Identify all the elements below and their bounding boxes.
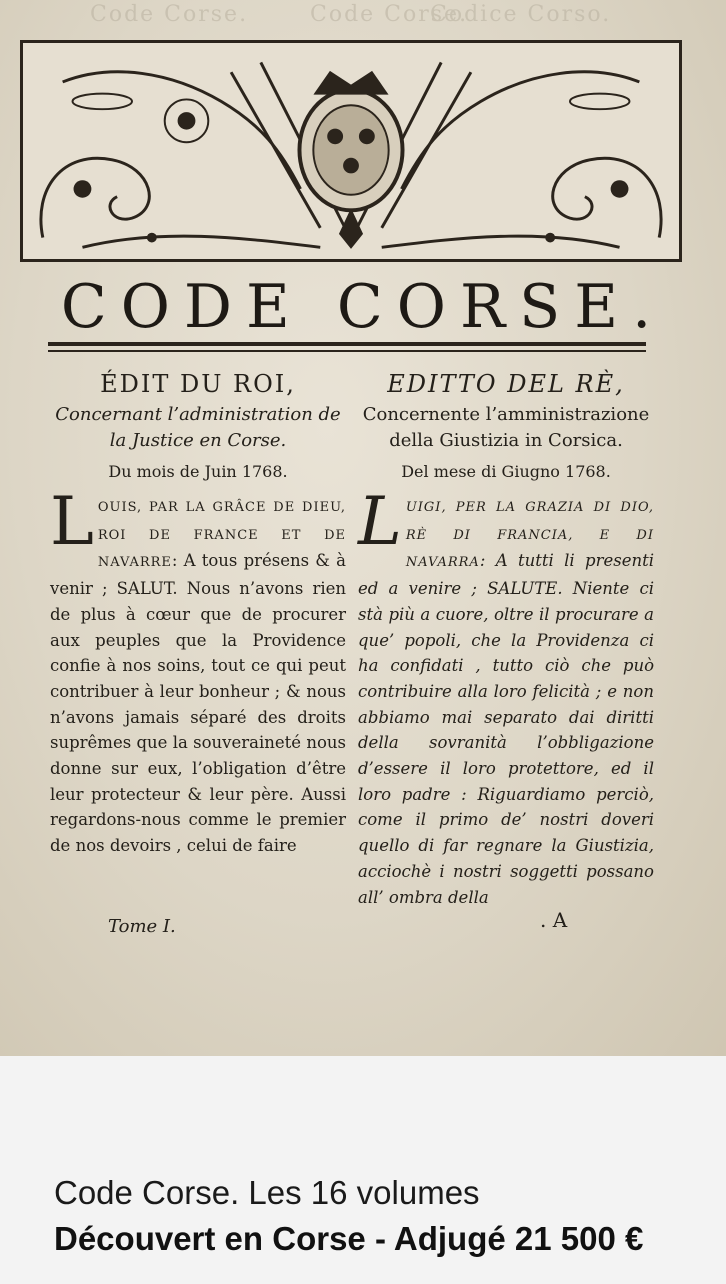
italian-subheading: Concernente l’amministrazione della Giustizia in Corsica. <box>362 404 650 451</box>
bleed-through-3: Codice Corso. <box>430 2 612 27</box>
italian-date: Del mese di Giugno 1768. <box>401 462 611 481</box>
image-caption <box>54 1170 714 1262</box>
french-subheading: Concernant l’administration de la Justice en Corse. <box>55 404 341 451</box>
french-opening-caps: OUIS, PAR LA GRÂCE DE DIEU, ROI DE FRANCE ET DE NAVARRE <box>97 500 346 571</box>
book-title: CODE CORSE. <box>60 272 666 342</box>
italian-column <box>358 370 654 910</box>
french-body-text: : A tous présens & à venir ; SALUT. Nous n’avons rien de plus à cœur que de procurer aux peuples que la Providence confie à nos soins, tout ce qui peut contribuer à leur bonheur ; & nous n’avons jamais séparé des droits suprêmes que la souveraineté nous donne sur eux, l’obligation d’être leur protecteur & leur père. Aussi regardons-nous comme le premier de nos devoirs , celui de faire <box>50 551 346 856</box>
signature-mark: . A <box>540 908 568 932</box>
french-column <box>50 370 346 859</box>
italian-heading: EDITTO DEL RÈ, <box>387 370 625 398</box>
bleed-through-text <box>90 0 690 30</box>
title-rule <box>48 342 646 346</box>
french-drop-cap: L <box>50 483 94 560</box>
title-rule-thin <box>48 350 646 352</box>
italian-body <box>358 483 654 910</box>
bleed-through-1: Code Corse. <box>90 2 249 27</box>
italian-drop-cap: L <box>358 483 402 560</box>
caption-result: Découvert en Corse - Adjugé 21 500 € <box>54 1220 644 1257</box>
french-date: Du mois de Juin 1768. <box>108 462 288 481</box>
french-body <box>50 483 346 859</box>
volume-footer: Tome I. <box>108 916 176 937</box>
bleed-through-2: Code Corse. <box>310 2 469 27</box>
italian-opening-caps: UIGI, PER LA GRAZIA DI DIO, RÈ DI FRANCIA, E DI NAVARRA <box>405 500 654 571</box>
french-heading: ÉDIT DU ROI, <box>100 370 296 398</box>
caption-title: Code Corse. Les 16 volumes <box>54 1174 480 1211</box>
italian-body-text: : A tutti li presenti ed a venire ; SALUTE. Niente ci stà più a cuore, oltre il procurare a que’ popoli, che la Providenza ci ha confidati , tutto ciò che può contribuire alla loro felicità ; e non abbiamo mai separato dai diritti della sovranità l’obbligazione d’essere il loro protettore, ed il loro padre : Riguardiamo perciò, come il primo de’ nostri doveri quello di far regnare la Giustizia, acciochè i nostri soggetti possano all’ ombra della <box>358 551 654 907</box>
royal-coat-of-arms-ornament-icon <box>20 40 682 262</box>
